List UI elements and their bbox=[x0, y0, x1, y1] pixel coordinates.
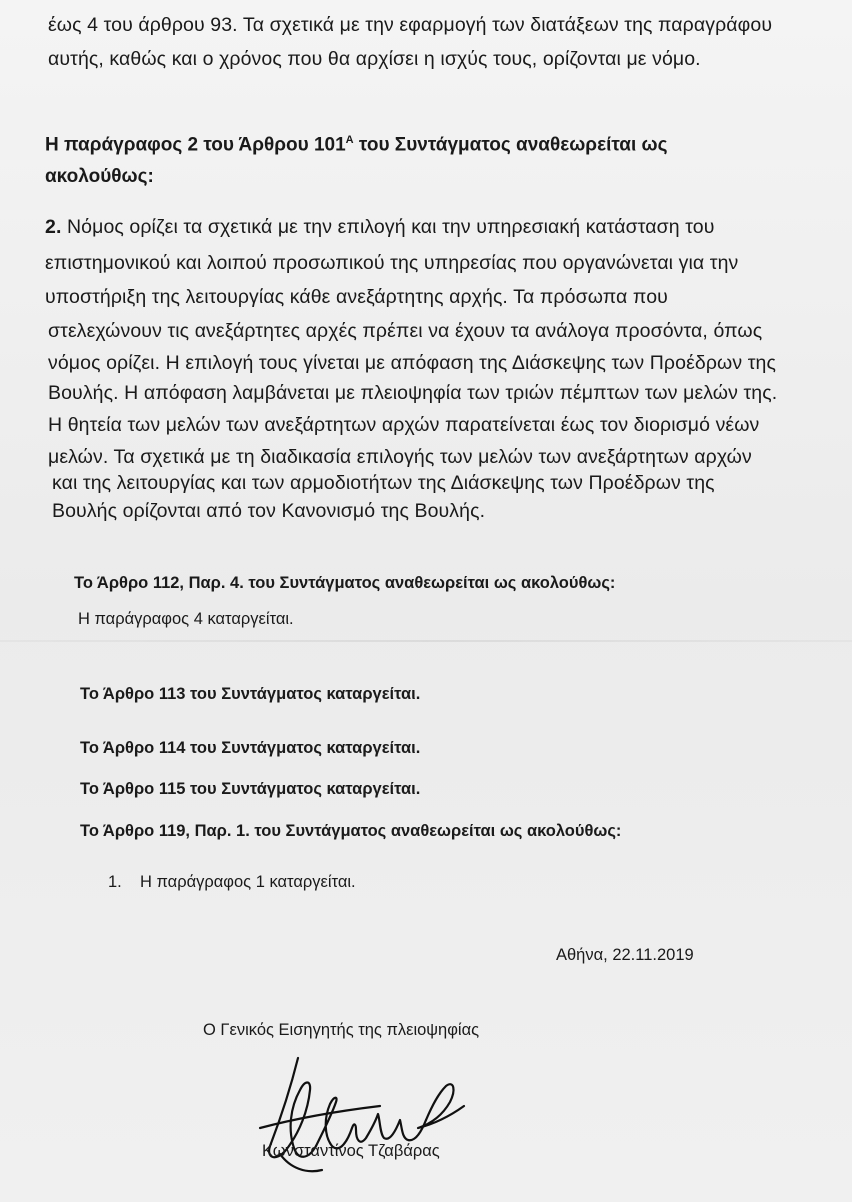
paragraph-2-line-10: Βουλής ορίζονται από τον Κανονισμό της Βουλής. bbox=[52, 500, 486, 522]
article-113-text: Το Άρθρο 113 του Συντάγματος καταργείται. bbox=[80, 685, 421, 703]
place-date: Αθήνα, 22.11.2019 bbox=[556, 946, 694, 964]
paragraph-2-line-3: υποστήριξη της λειτουργίας κάθε ανεξάρτητης αρχής. Τα πρόσωπα που bbox=[45, 286, 668, 308]
heading-article-101a-post: του Συντάγματος αναθεωρείται ως bbox=[353, 134, 668, 156]
paragraph-2-number: 2. bbox=[45, 216, 62, 238]
paragraph-2-line-4: στελεχώνουν τις ανεξάρτητες αρχές πρέπει να έχουν τα ανάλογα προσόντα, όπως bbox=[48, 320, 763, 342]
paragraph-2-line-1-text: Νόμος ορίζει τα σχετικά με την επιλογή και την υπηρεσιακή κατάσταση του bbox=[61, 216, 715, 238]
paragraph-2-line-6: Βουλής. Η απόφαση λαμβάνεται με πλειοψηφία των τριών πέμπτων των μελών της. bbox=[48, 382, 778, 404]
article-115-text: Το Άρθρο 115 του Συντάγματος καταργείται. bbox=[80, 780, 421, 798]
paragraph-2-line-7: Η θητεία των μελών των ανεξάρτητων αρχών παρατείνεται έως τον διορισμό νέων bbox=[48, 414, 760, 436]
paragraph-2-line-5: νόμος ορίζει. Η επιλογή τους γίνεται με απόφαση της Διάσκεψης των Προέδρων της bbox=[48, 352, 776, 374]
paragraph-2-line-9: και της λειτουργίας και των αρμοδιοτήτων της Διάσκεψης των Προέδρων της bbox=[52, 472, 715, 494]
signatory-title: Ο Γενικός Εισηγητής της πλειοψηφίας bbox=[203, 1021, 480, 1039]
paragraph-2-line-8: μελών. Τα σχετικά με τη διαδικασία επιλογής των μελών των ανεξάρτητων αρχών bbox=[48, 446, 752, 468]
heading-article-119: Το Άρθρο 119, Παρ. 1. του Συντάγματος αναθεωρείται ως ακολούθως: bbox=[80, 822, 622, 840]
article-119-item-text: Η παράγραφος 1 καταργείται. bbox=[140, 873, 356, 891]
top-paragraph-line-2: αυτής, καθώς και ο χρόνος που θα αρχίσει η ισχύς τους, ορίζονται με νόμο. bbox=[48, 48, 701, 70]
article-114-text: Το Άρθρο 114 του Συντάγματος καταργείται. bbox=[80, 739, 421, 757]
heading-article-101a-line-2: ακολούθως: bbox=[45, 166, 154, 187]
article-112-text: Η παράγραφος 4 καταργείται. bbox=[78, 610, 294, 628]
signatory-name: Κωνσταντίνος Τζαβάρας bbox=[262, 1142, 440, 1160]
article-119-item-number: 1. bbox=[108, 873, 122, 891]
paragraph-2-line-1 bbox=[45, 216, 715, 239]
top-paragraph-line-1: έως 4 του άρθρου 93. Τα σχετικά με την εφαρμογή των διατάξεων της παραγράφου bbox=[48, 14, 773, 36]
heading-article-101a-sup: Α bbox=[345, 134, 354, 146]
page-fold-line bbox=[0, 640, 852, 642]
paragraph-2-line-2: επιστημονικού και λοιπού προσωπικού της υπηρεσίας που οργανώνεται για την bbox=[45, 252, 739, 274]
heading-article-101a bbox=[45, 134, 667, 156]
heading-article-101a-pre: Η παράγραφος 2 του Άρθρου 101 bbox=[45, 134, 346, 156]
heading-article-112: Το Άρθρο 112, Παρ. 4. του Συντάγματος αναθεωρείται ως ακολούθως: bbox=[74, 574, 616, 592]
